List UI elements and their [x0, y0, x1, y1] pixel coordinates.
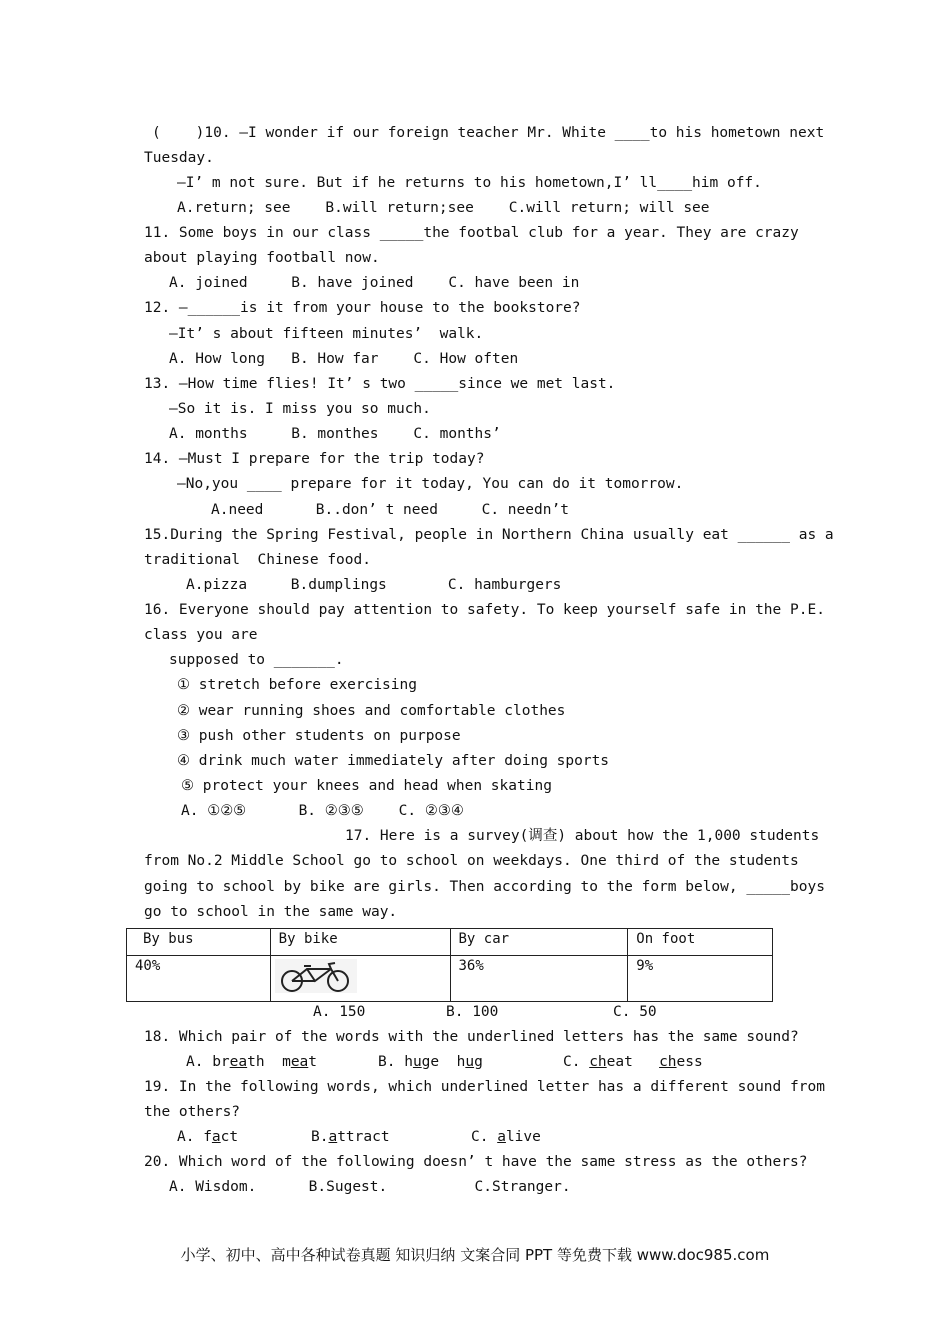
q15-options: A.pizza B.dumplings C. hamburgers	[186, 577, 562, 593]
q14-options: A.need B..don’ t need C. needn’t	[211, 502, 569, 518]
q11-line2: about playing football now.	[144, 250, 380, 266]
header-by-bus: By bus	[127, 929, 271, 956]
q10-line1: ( )10. —I wonder if our foreign teacher Mr. White ____to his hometown next	[152, 125, 825, 141]
q14-line2: —No,you ____ prepare for it today, You can do it tomorrow.	[177, 476, 684, 492]
q15-line2: traditional Chinese food.	[144, 552, 371, 568]
header-by-bike: By bike	[270, 929, 450, 956]
q16-item-5: ⑤ protect your knees and head when skating	[181, 778, 552, 794]
page-footer: 小学、初中、高中各种试卷真题 知识归纳 文案合同 PPT 等免费下载 www.doc985.com	[180, 1246, 770, 1264]
q13-line1: 13. —How time flies! It’ s two _____since we met last.	[144, 376, 616, 392]
q19-line1: 19. In the following words, which underlined letter has a different sound from	[144, 1079, 825, 1095]
header-on-foot: On foot	[628, 929, 773, 956]
q17-line4: go to school in the same way.	[144, 904, 398, 920]
value-by-bus: 40%	[127, 956, 271, 1002]
q17-option-c: C. 50	[613, 1004, 657, 1020]
q13-options: A. months B. monthes C. months’	[169, 426, 501, 442]
q13-line2: —So it is. I miss you so much.	[169, 401, 431, 417]
q16-line3: supposed to _______.	[169, 652, 344, 668]
q17-line1: 17. Here is a survey(调查) about how the 1,000 students	[345, 828, 820, 844]
q11-line1: 11. Some boys in our class _____the footbal club for a year. They are crazy	[144, 225, 799, 241]
q17-option-b: B. 100	[446, 1004, 499, 1020]
q20-options: A. Wisdom. B.Sugest. C.Stranger.	[169, 1179, 571, 1195]
value-by-car: 36%	[450, 956, 628, 1002]
q16-options: A. ①②⑤ B. ②③⑤ C. ②③④	[181, 803, 464, 819]
survey-value-row	[127, 956, 773, 1002]
q12-options: A. How long B. How far C. How often	[169, 351, 519, 367]
q16-item-3: ③ push other students on purpose	[177, 728, 461, 744]
q17-option-a: A. 150	[313, 1004, 366, 1020]
q19-option-c: C. alive	[471, 1129, 541, 1145]
q11-options: A. joined B. have joined C. have been in	[169, 275, 580, 291]
q16-item-1: ① stretch before exercising	[177, 677, 417, 693]
q18-option-a: A. breath meat	[186, 1054, 318, 1070]
q12-line1: 12. —______is it from your house to the bookstore?	[144, 300, 581, 316]
q18-option-b: B. huge hug	[378, 1054, 483, 1070]
q14-line1: 14. —Must I prepare for the trip today?	[144, 451, 485, 467]
q10-line2: Tuesday.	[144, 150, 214, 166]
value-by-bike	[270, 956, 450, 1002]
bicycle-icon	[275, 959, 357, 993]
q16-item-4: ④ drink much water immediately after doing sports	[177, 753, 610, 769]
q16-line2: class you are	[144, 627, 258, 643]
q17-line2: from No.2 Middle School go to school on weekdays. One third of the students	[144, 853, 799, 869]
q15-line1: 15.During the Spring Festival, people in Northern China usually eat ______ as a	[144, 527, 834, 543]
q16-line1: 16. Everyone should pay attention to safety. To keep yourself safe in the P.E.	[144, 602, 825, 618]
q20-line1: 20. Which word of the following doesn’ t have the same stress as the others?	[144, 1154, 808, 1170]
q18-line1: 18. Which pair of the words with the underlined letters has the same sound?	[144, 1029, 799, 1045]
q18-option-c: C. cheat chess	[563, 1054, 703, 1070]
q16-item-2: ② wear running shoes and comfortable clothes	[177, 703, 566, 719]
q10-line3: —I’ m not sure. But if he returns to his hometown,I’ ll____him off.	[177, 175, 762, 191]
survey-header-row	[127, 929, 773, 956]
q17-line3: going to school by bike are girls. Then according to the form below, _____boys	[144, 879, 825, 895]
header-by-car: By car	[450, 929, 628, 956]
value-on-foot: 9%	[628, 956, 773, 1002]
survey-table	[126, 928, 773, 1002]
q19-line2: the others?	[144, 1104, 241, 1120]
q19-option-a: A. fact	[177, 1129, 239, 1145]
q12-line2: —It’ s about fifteen minutes’ walk.	[169, 326, 484, 342]
q10-options: A.return; see B.will return;see C.will return; will see	[177, 200, 710, 216]
q19-option-b: B.attract	[311, 1129, 390, 1145]
